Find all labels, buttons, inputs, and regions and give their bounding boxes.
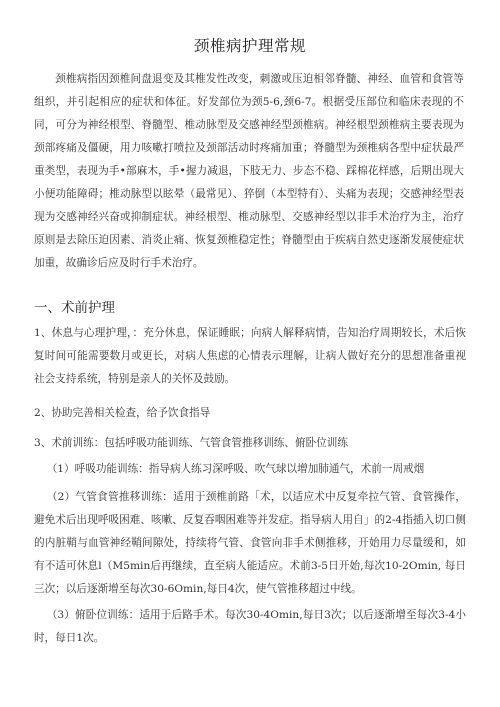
list-item: 3、术前训练：包括呼吸功能训练、气管食管推移训练、俯卧位训练 xyxy=(34,437,348,449)
list-item: （2）气管食管推移训练：适用于颈椎前路「术，以适应术中反复牵拉气管、食管操作，避免术后出现呼吸困难、咳嗽、反复吞咽困难等并发症。指导病人用自」的2-4指插入切口侧的内脏鞘与血管神经鞘间隙处，持续将气管、食管向非手术侧推移，开始用力尽量缓和，如有不适可休息l（M5min后再继续，直至病人能适应。术前3-5日开始,每次10-2Omin, 每日三次；以后逐渐增至每次30-6Omin,每日4次，使气管推移超过中线。 xyxy=(34,491,466,595)
list-item: 2、协助完善相关检查，给予饮食指导 xyxy=(34,407,211,419)
document-title: 颈椎病护理常规 xyxy=(193,37,306,55)
list-item: （3）俯卧位训练：适用于后路手术。每次30-4Omin,每日3次；以后逐渐增至每次3-4小时，每日1次。 xyxy=(34,609,466,644)
section-heading: 一、术前护理 xyxy=(34,300,115,316)
list-item: 1、休息与心理护理，：充分休息，保证睡眠；向病人解释病情，告知治疗周期较长，术后恢复时间可能需要数月或更长，对病人焦虑的心情表示理解，让病人做好充分的思想准备重视社会支持系统，特别是亲人的关怀及鼓励。 xyxy=(34,327,466,385)
list-item: （1）呼吸功能训练：指导病人练习深呼吸、吹气球以增加肺通气，术前一周戒烟 xyxy=(46,463,425,475)
intro-paragraph: 颈椎病指因颈椎间盘退变及其椎发性改变，刺激或压迫相邻脊髓、神经、血管和食管等组织，并引起相应的症状和体征。好发部位为颈5-6,颈6-7。根据受压部位和临床表现的不同，可分为神经根型、脊髓型、椎动脉型及交感神经型颈椎病。神经根型颈椎病主要表现为颈部疼痛及僵硬，用力咳嗽打喷拉及颈部活动时疼痛加重；脊髓型为颈椎病各型中症状最严重类型，表现为手•部麻木，手•握力减退，下肢无力、步态不稳、踩棉花样感，后期出现大小便功能障碍；椎动脉型以眩晕（最常见）、猝倒（本型特有）、头痛为表现；交感神经型表现为交感神经兴奋或抑制症状。神经根型、椎动脉型、交感神经型以非手术治疗为主，治疗原则是去除压迫因素、消炎止痛、恢复颈椎稳定性；脊髓型由于疾病自然史逐渐发展使症状加重，故确诊后应及时行手术治疗。 xyxy=(34,73,464,269)
